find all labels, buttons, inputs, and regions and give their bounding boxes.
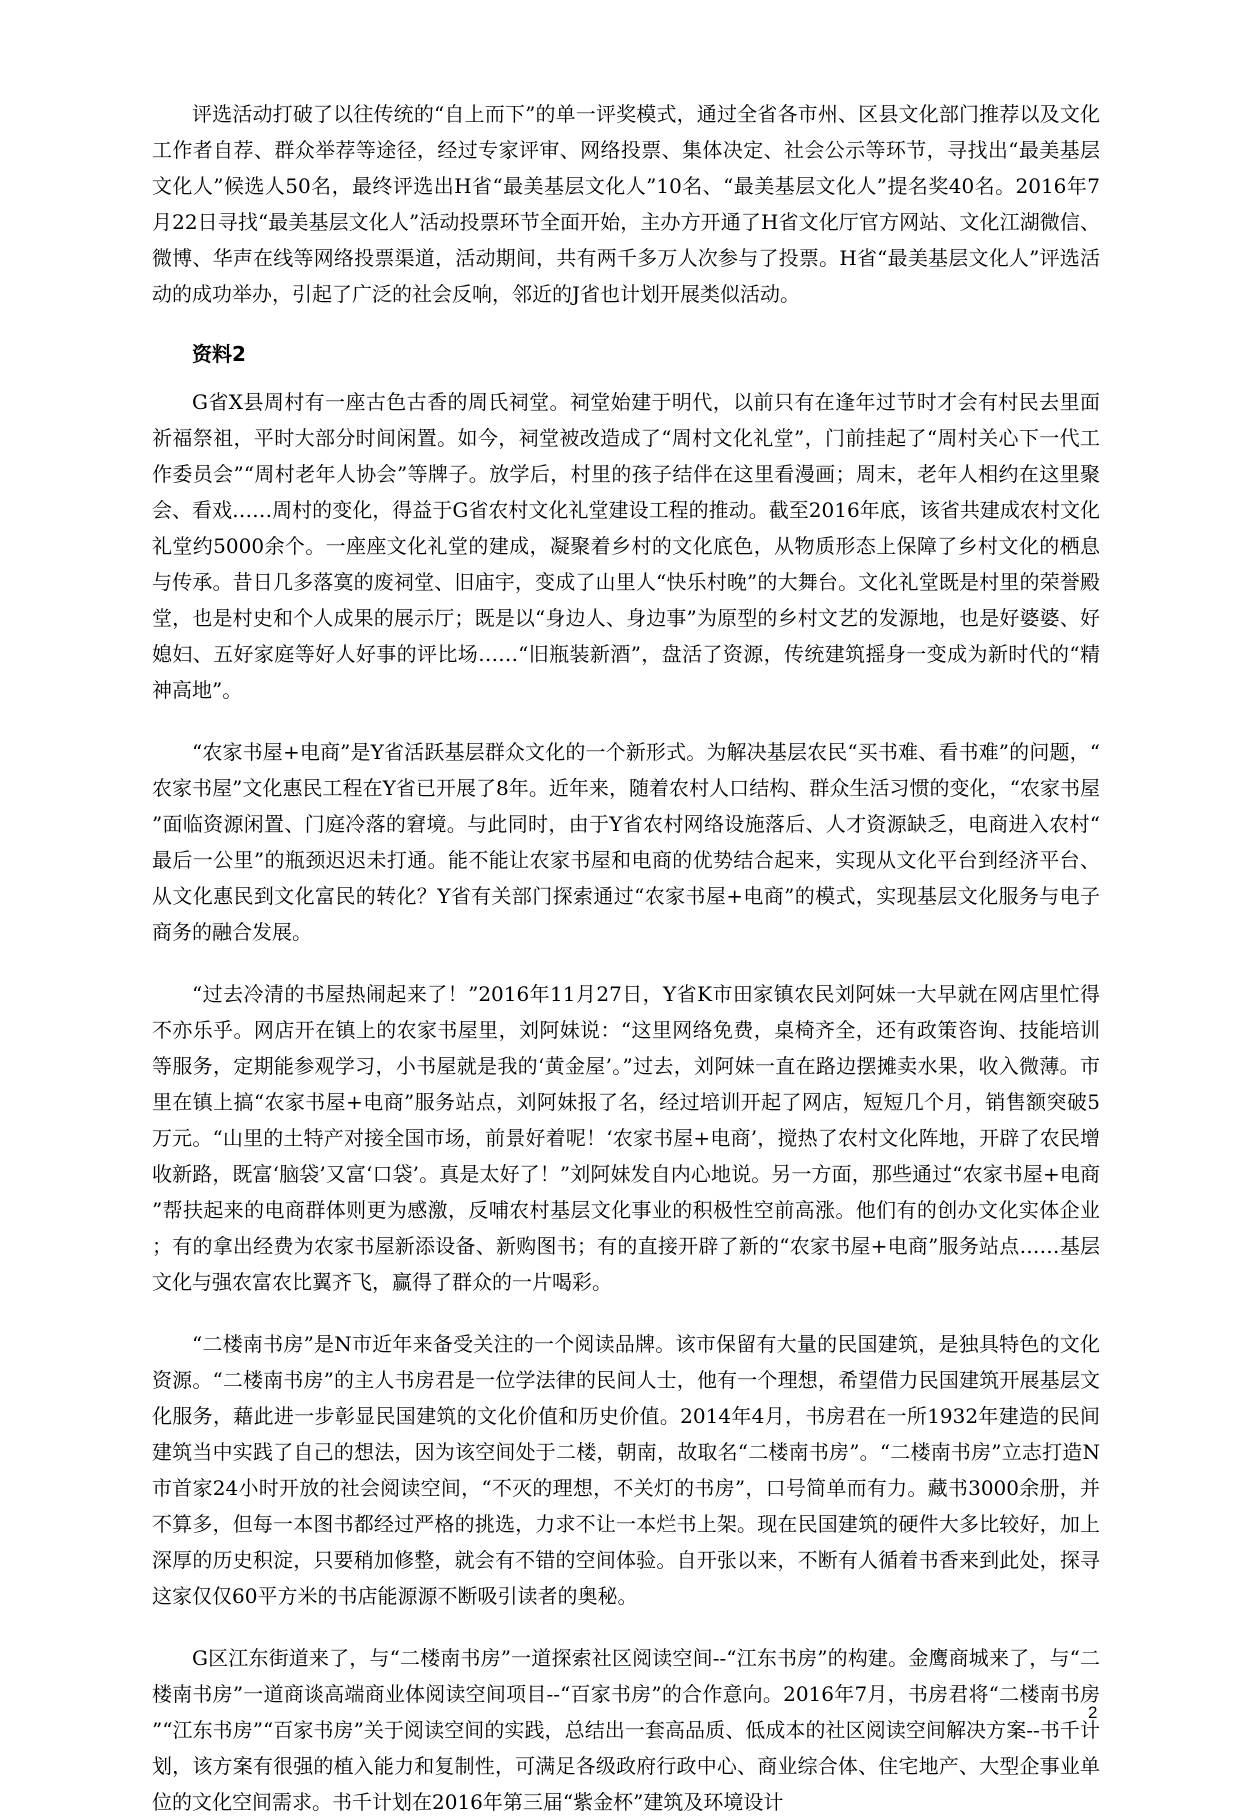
page-number: 2 <box>1088 1703 1098 1722</box>
document-body <box>152 96 1100 1820</box>
paragraph-zhou-village-hall: G省X县周村有一座古色古香的周氏祠堂。祠堂始建于明代，以前只有在逢年过节时才会有村民去里面祈福祭祖，平时大部分时间闲置。如今，祠堂被改造成了“周村文化礼堂”，门前挂起了“周村关心下一代工作委员会”“周村老年人协会”等牌子。放学后，村里的孩子结伴在这里看漫画；周末，老年人相约在这里聚会、看戏……周村的变化，得益于G省农村文化礼堂建设工程的推动。截至2016年底，该省共建成农村文化礼堂约5000余个。一座座文化礼堂的建成，凝聚着乡村的文化底色，从物质形态上保障了乡村文化的栖息与传承。昔日几多落寞的废祠堂、旧庙宇，变成了山里人“快乐村晚”的大舞台。文化礼堂既是村里的荣誉殿堂，也是村史和个人成果的展示厅；既是以“身边人、身边事”为原型的乡村文艺的发源地，也是好婆婆、好媳妇、五好家庭等好人好事的评比场……“旧瓶装新酒”，盘活了资源，传统建筑摇身一变成为新时代的“精神高地”。 <box>152 390 1100 702</box>
section-heading-material-2: 资料2 <box>192 342 246 366</box>
paragraph-south-study-room: “二楼南书房”是N市近年来备受关注的一个阅读品牌。该市保留有大量的民国建筑，是独具特色的文化资源。“二楼南书房”的主人书房君是一位学法律的民间人士，他有一个理想，希望借力民国建筑开展基层文化服务，藉此进一步彰显民国建筑的文化价值和历史价值。2014年4月，书房君在一所1932年建造的民间建筑当中实践了自己的想法，因为该空间处于二楼，朝南，故取名“二楼南书房”。“二楼南书房”立志打造N市首家24小时开放的社会阅读空间，“不灭的理想，不关灯的书房”，口号简单而有力。藏书3000余册，并不算多，但每一本图书都经过严格的挑选，力求不让一本烂书上架。现在民国建筑的硬件大多比较好，加上深厚的历史积淀，只要稍加修整，就会有不错的空间体验。自开张以来，不断有人循着书香来到此处，探寻这家仅仅60平方米的书店能源源不断吸引读者的奥秘。 <box>152 1332 1100 1608</box>
paragraph-farm-bookstore-ecommerce: “农家书屋+电商”是Y省活跃基层群众文化的一个新形式。为解决基层农民“买书难、看书难”的问题，“农家书屋”文化惠民工程在Y省已开展了8年。近年来，随着农村人口结构、群众生活习惯的变化，“农家书屋”面临资源闲置、门庭冷落的窘境。与此同时，由于Y省农村网络设施落后、人才资源缺乏，电商进入农村“最后一公里”的瓶颈迟迟未打通。能不能让农家书屋和电商的优势结合起来，实现从文化平台到经济平台、从文化惠民到文化富民的转化？Y省有关部门探索通过“农家书屋+电商”的模式，实现基层文化服务与电子商务的融合发展。 <box>152 740 1100 944</box>
paragraph-selection-activity: 评选活动打破了以往传统的“自上而下”的单一评奖模式，通过全省各市州、区县文化部门推荐以及文化工作者自荐、群众举荐等途径，经过专家评审、网络投票、集体决定、社会公示等环节，寻找出“最美基层文化人”候选人50名，最终评选出H省“最美基层文化人”10名、“最美基层文化人”提名奖40名。2016年7月22日寻找“最美基层文化人”活动投票环节全面开始，主办方开通了H省文化厅官方网站、文化江湖微信、微博、华声在线等网络投票渠道，活动期间，共有两千多万人次参与了投票。H省“最美基层文化人”评选活动的成功举办，引起了广泛的社会反响，邻近的J省也计划开展类似活动。 <box>152 102 1100 306</box>
paragraph-liu-amei-story: “过去冷清的书屋热闹起来了！”2016年11月27日，Y省K市田家镇农民刘阿妹一大早就在网店里忙得不亦乐乎。网店开在镇上的农家书屋里，刘阿妹说：“这里网络免费，桌椅齐全，还有政策咨询、技能培训等服务，定期能参观学习，小书屋就是我的‘黄金屋’。”过去，刘阿妹一直在路边摆摊卖水果，收入微薄。市里在镇上搞“农家书屋+电商”服务站点，刘阿妹报了名，经过培训开起了网店，短短几个月，销售额突破5万元。“山里的土特产对接全国市场，前景好着呢！‘农家书屋+电商’，搅热了农村文化阵地，开辟了农民增收新路，既富‘脑袋’又富‘口袋’。真是太好了！”刘阿妹发自内心地说。另一方面，那些通过“农家书屋+电商”帮扶起来的电商群体则更为感激，反哺农村基层文化事业的积极性空前高涨。他们有的创办文化实体企业；有的拿出经费为农家书屋新添设备、新购图书；有的直接开辟了新的“农家书屋+电商”服务站点……基层文化与强农富农比翼齐飞，赢得了群众的一片喝彩。 <box>152 982 1100 1294</box>
paragraph-jiangdong-study: G区江东街道来了，与“二楼南书房”一道探索社区阅读空间--“江东书房”的构建。金鹰商城来了，与“二楼南书房”一道商谈高端商业体阅读空间项目--“百家书房”的合作意向。2016年7月，书房君将“二楼南书房”“江东书房”“百家书房”关于阅读空间的实践，总结出一套高品质、低成本的社区阅读空间解决方案--书千计划，该方案有很强的植入能力和复制性，可满足各级政府行政中心、商业综合体、住宅地产、大型企事业单位的文化空间需求。书千计划在2016年第三届“紫金杯”建筑及环境设计 <box>152 1646 1100 1814</box>
